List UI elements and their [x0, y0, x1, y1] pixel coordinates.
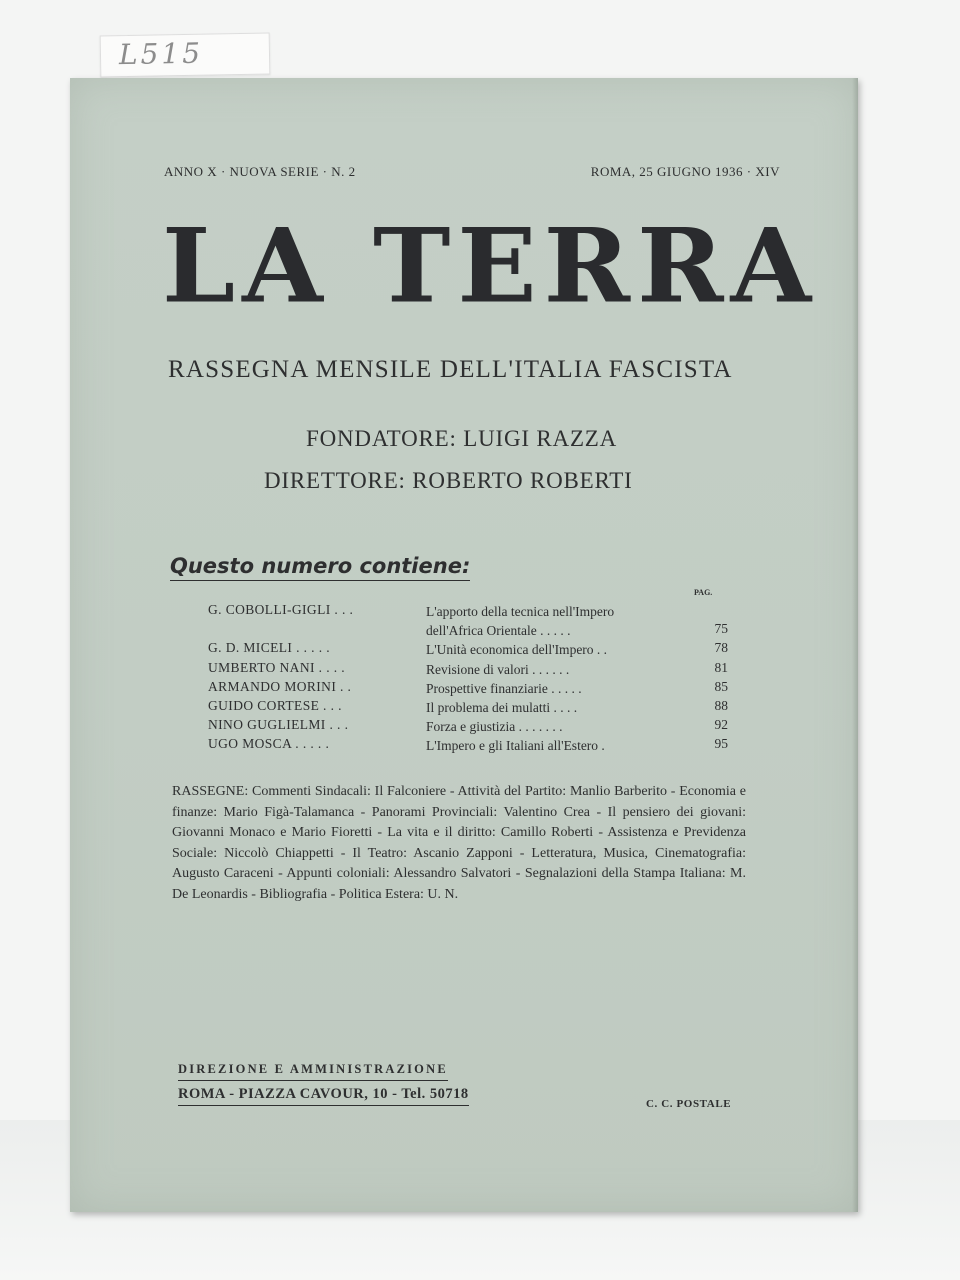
toc-row — [208, 660, 728, 679]
toc-article: L'Impero e gli Italiani all'Estero . — [426, 738, 605, 754]
issue-info: ANNO X · NUOVA SERIE · N. 2 — [164, 164, 356, 179]
toc-article: L'Unità economica dell'Impero . . — [426, 642, 608, 658]
toc-author: NINO GUGLIELMI . . . — [208, 717, 349, 733]
toc-row — [208, 717, 728, 736]
inventory-label-text: L515 — [118, 36, 204, 72]
magazine-cover — [70, 78, 858, 1212]
toc-author: UGO MOSCA . . . . . — [208, 736, 330, 752]
page-column-label: PAG. — [694, 588, 713, 597]
toc-article-line: L'apporto della tecnica nell'Impero — [426, 604, 615, 619]
toc-row — [208, 602, 728, 640]
toc-article: Revisione di valori . . . . . . — [426, 661, 570, 677]
toc-page-number: 85 — [714, 678, 728, 694]
postal-account: C. C. POSTALE — [646, 1098, 732, 1110]
founder-line: FONDATORE: LUIGI RAZZA — [306, 426, 618, 451]
toc-page-number: 88 — [714, 697, 728, 713]
toc-author: G. COBOLLI-GIGLI . . . — [208, 602, 354, 617]
toc-row — [208, 640, 728, 659]
issue-date: ROMA, 25 GIUGNO 1936 · XIV — [590, 164, 780, 179]
toc-article: Prospettive finanziarie . . . . . — [426, 680, 582, 696]
toc-row — [208, 698, 728, 717]
direction-heading: DIREZIONE E AMMINISTRAZIONE — [178, 1062, 448, 1081]
toc-article: Forza e giustizia . . . . . . . — [426, 719, 563, 735]
toc-page-number: 75 — [714, 621, 728, 637]
rassegne-paragraph: RASSEGNE: Commenti Sindacali: Il Falconiere - Attività del Partito: Manlio Barberito - Economia e finanze: Mario Figà-Talamanca - Panorami Provinciali: Valentino Crea - Il pensiero dei giovani: Giovanni Monaco e Mario Fioretti - La vita e il diritto: Camillo Roberti - Assistenza e Previdenza Sociale: Niccolò Chiappetti - Il Teatro: Ascanio Zapponi - Letteratura, Musica, Cinematografia: Augusto Caraceni - Appunti coloniali: Alessandro Salvatori - Segnalazioni della Stampa Italiana: M. De Leonardis - Bibliografia - Politica Estera: U. N. — [172, 784, 746, 902]
toc-author: ARMANDO MORINI . . — [208, 678, 352, 694]
toc-article — [426, 602, 696, 640]
toc-row — [208, 736, 728, 755]
toc-page-number: 81 — [714, 659, 728, 675]
toc-page-number: 95 — [714, 736, 728, 752]
toc-author: G. D. MICELI . . . . . — [208, 640, 331, 656]
table-of-contents — [208, 602, 728, 756]
toc-author: GUIDO CORTESE . . . — [208, 697, 342, 713]
magazine-subtitle: RASSEGNA MENSILE DELL'ITALIA FASCISTA — [168, 356, 733, 383]
director-line: DIRETTORE: ROBERTO ROBERTI — [264, 468, 633, 493]
toc-article-line: dell'Africa Orientale . . . . . — [426, 623, 571, 639]
address-line: ROMA - PIAZZA CAVOUR, 10 - Tel. 50718 — [178, 1086, 469, 1106]
toc-author: UMBERTO NANI . . . . — [208, 659, 346, 675]
toc-row — [208, 679, 728, 698]
toc-article: Il problema dei mulatti . . . . — [426, 699, 578, 715]
inventory-label — [100, 33, 271, 78]
contents-heading: Questo numero contiene: — [170, 554, 470, 581]
magazine-title: LA TERRA — [162, 205, 819, 326]
toc-page-number: 78 — [714, 640, 728, 656]
toc-page-number: 92 — [714, 717, 728, 733]
